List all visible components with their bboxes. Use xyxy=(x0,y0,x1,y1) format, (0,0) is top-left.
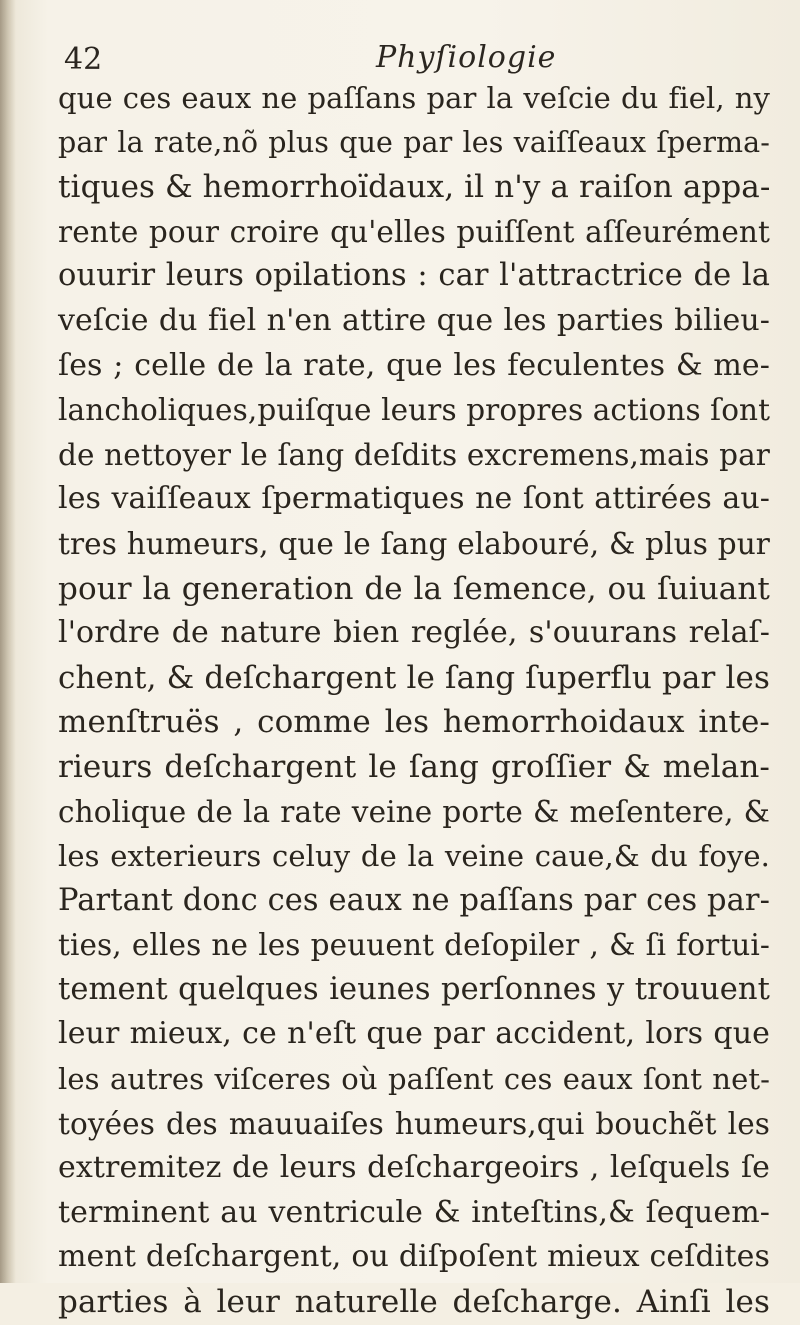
page-gutter-shadow xyxy=(0,0,16,1283)
text-line: cholique de la rate veine porte & meſentere, & xyxy=(58,794,770,829)
text-line: tres humeurs, que le ſang elabouré, & plus pur xyxy=(58,526,770,561)
text-line: ouurir leurs opilations : car l'attractrice de la xyxy=(58,258,770,294)
text-line: rente pour croire qu'elles puiſſent aſſeurément xyxy=(58,214,770,249)
running-title: Phyſiologie xyxy=(376,40,557,75)
text-line: que ces eaux ne paſſans par la veſcie du fiel, ny xyxy=(58,81,770,115)
text-line: l'ordre de nature bien reglée, s'ouurans relaſ- xyxy=(58,615,770,651)
text-line: menſtruës , comme les hemorrhoidaux inte- xyxy=(58,704,770,741)
text-line: ties, elles ne les peuuent deſopiler , & ſi fortui- xyxy=(58,928,770,963)
text-line: ment deſchargent, ou diſpoſent mieux ceſdites xyxy=(58,1239,770,1275)
body-text xyxy=(58,76,770,1325)
page-number: 42 xyxy=(64,42,103,77)
text-line: les exterieurs celuy de la veine caue,& du foye. xyxy=(58,839,770,874)
text-line: veſcie du fiel n'en attire que les parties bilieu- xyxy=(58,302,770,338)
text-line: chent, & deſchargent le ſang ſuperflu par les xyxy=(58,659,770,696)
text-line: lancholiques,puiſque leurs propres actions ſont xyxy=(58,393,771,428)
text-line: de nettoyer le ſang deſdits excremens,mais par xyxy=(58,437,770,472)
text-line: rieurs deſchargent le ſang groſſier & melan- xyxy=(58,748,770,785)
text-line: tiques & hemorrhoïdaux, il n'y a raiſon appa- xyxy=(58,169,771,206)
text-line: pour la generation de la ſemence, ou ſuiuant xyxy=(58,570,770,607)
text-line: parties à leur naturelle deſcharge. Ainſi les xyxy=(58,1284,770,1321)
text-line: Partant donc ces eaux ne paſſans par ces par- xyxy=(58,882,770,918)
text-line: les vaiſſeaux ſpermatiques ne ſont attirées au- xyxy=(58,481,770,517)
text-line: toyées des mauuaiſes humeurs,qui bouchẽt les xyxy=(58,1106,770,1141)
text-line: par la rate,nõ plus que par les vaiſſeaux ſperma- xyxy=(58,125,770,159)
text-line: extremitez de leurs deſchargeoirs , leſquels ſe xyxy=(58,1150,770,1186)
text-line: tement quelques ieunes perſonnes y trouuent xyxy=(58,971,770,1007)
text-line: leur mieux, ce n'eſt que par accident, lors que xyxy=(58,1016,770,1052)
text-line: terminent au ventricule & inteſtins,& ſequem- xyxy=(58,1194,770,1230)
text-line: ſes ; celle de la rate, que les feculentes & me- xyxy=(58,347,770,383)
text-line: les autres viſceres où paſſent ces eaux ſont net- xyxy=(58,1062,770,1097)
